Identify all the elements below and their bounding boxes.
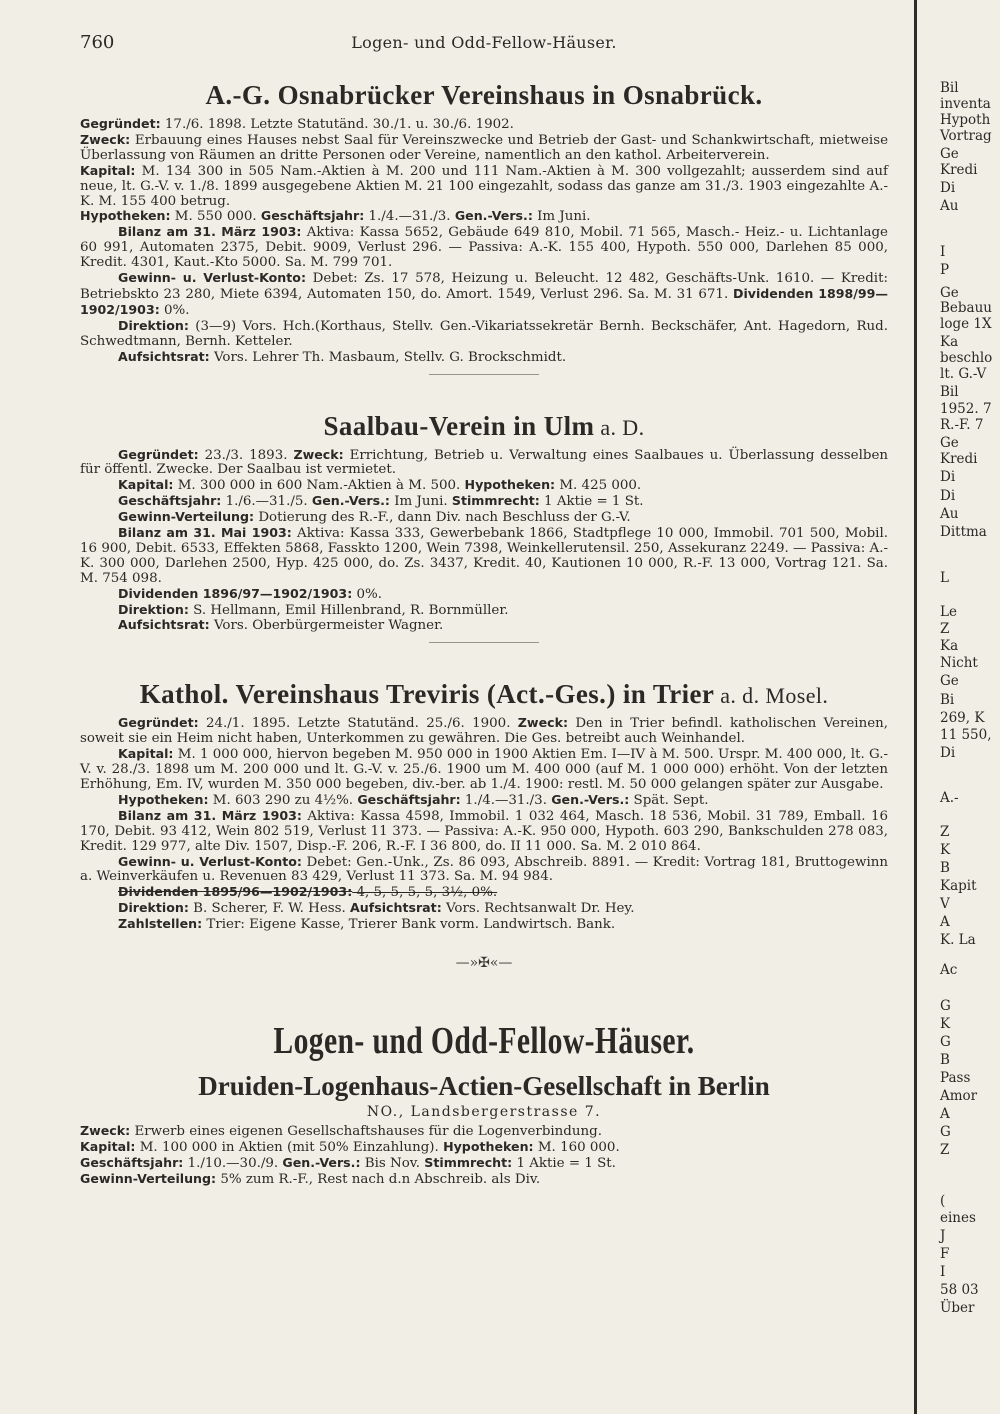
field-value: Debet: Gen.-Unk., Zs. 86 093, Abschreib. 8891. — Kredit: Vortrag 181, Bruttogewinn a. Weinverkäufen u. Revenuen 83 429, Verlust 11 373. Sa. M. 94 984. xyxy=(80,854,888,885)
field-value: Debet: Zs. 17 578, Heizung u. Beleucht. 12 482, Geschäfts-Unk. 1610. — Kredit: Betriebskto 23 280, Miete 6394, Automaten 150, do. Amort. 1549, Verlust 296. Sa. M. 31 671. xyxy=(80,271,888,302)
entry-paragraph xyxy=(80,350,888,366)
adjacent-column-text: Z xyxy=(940,1142,950,1158)
field-value: Vors. Lehrer Th. Masbaum, Stellv. G. Brockschmidt. xyxy=(209,349,567,365)
entry-paragraph xyxy=(80,225,888,271)
field-label: Hypotheken: xyxy=(464,477,556,493)
entry-paragraph xyxy=(80,1140,888,1156)
adjacent-column-text: V xyxy=(940,896,950,912)
field-label: Stimmrecht: xyxy=(424,1154,513,1170)
adjacent-column-text: Ka xyxy=(940,638,959,654)
adjacent-column-text: Vortrag xyxy=(940,128,992,144)
adjacent-column-text: eines xyxy=(940,1210,976,1226)
field-label: Geschäftsjahr: xyxy=(118,493,222,509)
field-value: 5% zum R.-F., Rest nach d.n Abschreib. als Div. xyxy=(216,1171,541,1187)
company-location-suffix: a. D. xyxy=(594,414,645,440)
adjacent-column-text: Ac xyxy=(940,962,958,978)
field-value: M. 134 300 in 505 Nam.-Aktien à M. 200 und 111 Nam.-Aktien à M. 300 vollgezahlt; ausserdem sind auf neue, lt. G.-V. v. 1./8. 1899 ausgegebene Aktien M. 21 100 eingezahlt, sodass das ganze am 31./3. 1903 eingezahlte A.-K. M. 155 400 betrug. xyxy=(80,163,888,209)
field-value: 1./6.—31./5. xyxy=(221,494,308,510)
entry-paragraph xyxy=(80,901,888,917)
adjacent-column-text: Dittma xyxy=(940,524,987,540)
adjacent-column-text: lt. G.-V xyxy=(940,366,987,382)
company-name: A.-G. Osnabrücker Vereinshaus in Osnabrück. xyxy=(205,80,763,110)
field-value: M. 300 000 in 600 Nam.-Aktien à M. 500. xyxy=(173,478,461,494)
field-label: Bilanz am 31. März 1903: xyxy=(118,224,302,240)
field-value: M. 160 000. xyxy=(533,1139,620,1155)
entry-paragraph xyxy=(80,603,888,619)
entry-paragraph xyxy=(80,494,888,510)
field-value: Aktiva: Kassa 5652, Gebäude 649 810, Mobil. 71 565, Masch.- Heiz.- u. Lichtanlage 60 991, Automaten 2375, Debit. 9009, Verlust 296. — Passiva: A.-K. 155 400, Hypoth. 550 000, Darlehen 85 000, Kredit. 4301, Kaut.-Kto 5000. Sa. M. 799 701. xyxy=(80,225,888,271)
field-label: Gewinn- u. Verlust-Konto: xyxy=(118,270,306,286)
adjacent-column-text: Bi xyxy=(940,692,955,708)
field-value: M. 425 000. xyxy=(555,478,642,494)
entry-paragraph xyxy=(80,1124,888,1140)
entry-paragraph xyxy=(80,478,888,494)
field-label: Kapital: xyxy=(80,162,136,178)
adjacent-column-fragments xyxy=(924,0,1000,1414)
field-value: 24./1. 1895. Letzte Statutänd. 25./6. 1900. xyxy=(198,716,511,732)
adjacent-column-text: J xyxy=(940,1228,946,1244)
field-value: M. 100 000 in Aktien (mit 50% Einzahlung). xyxy=(135,1139,439,1155)
ornament-divider: —»✠«— xyxy=(455,955,513,972)
adjacent-column-text: beschlo xyxy=(940,350,993,366)
field-value: Erbauung eines Hauses nebst Saal für Vereinszwecke und Betrieb der Gast- und Schankwirtschaft, mietweise Überlassung von Räumen an dritte Personen oder Vereine, namentlich an den kathol. Arbeiterverein. xyxy=(80,132,888,163)
field-value: 1 Aktie = 1 St. xyxy=(512,1155,616,1171)
adjacent-column-text: Kredi xyxy=(940,451,978,467)
field-label: Gen.-Vers.: xyxy=(551,791,630,807)
field-label: Zweck: xyxy=(80,1123,131,1139)
adjacent-column-text: K xyxy=(940,842,951,858)
running-title: Logen- und Odd-Fellow-Häuser. xyxy=(351,33,617,52)
field-value: 0%. xyxy=(352,586,382,602)
adjacent-column-text: Di xyxy=(940,469,956,485)
adjacent-column-text: I xyxy=(940,1264,946,1280)
field-label: Zweck: xyxy=(80,131,131,147)
adjacent-column-text: Ge xyxy=(940,146,959,162)
entry-separator xyxy=(429,374,539,375)
adjacent-column-text: I xyxy=(940,244,946,260)
adjacent-column-text: 269, K xyxy=(940,710,985,726)
field-value: Aktiva: Kassa 4598, Immobil. 1 032 464, Masch. 18 536, Mobil. 31 789, Emball. 16 170, Debit. 93 412, Wein 802 519, Verlust 11 373. — Passiva: A.-K. 950 000, Hypoth. 603 290, Bankschulden 278 083, Kredit. 129 977, alte Div. 1507, Disp.-F. 206, R.-F. I 36 800, do. II 11 000. Sa. M. 2 010 864. xyxy=(80,808,888,854)
field-label: Gen.-Vers.: xyxy=(454,208,533,224)
entry-paragraph xyxy=(80,526,888,587)
field-label: Geschäftsjahr: xyxy=(80,1154,184,1170)
adjacent-column-text: G xyxy=(940,1034,951,1050)
field-value: Aktiva: Kassa 333, Gewerbebank 1866, Stadtpflege 10 000, Immobil. 701 500, Mobil. 16 900, Debit. 6533, Effekten 5868, Fasskto 1200, Wein 7398, Weinkellerutensil. 250, Assekuranz 2249. — Passiva: A.-K. 300 000, Darlehen 2500, Hyp. 425 000, do. Zs. 3437, Kredit. 40, Kautionen 10 000, R.-F. 13 000, Vortrag 121. Sa. M. 754 098. xyxy=(80,526,888,586)
adjacent-column-text: K xyxy=(940,1016,951,1032)
field-value: 1./4.—31./3. xyxy=(364,209,451,225)
adjacent-column-text: A xyxy=(940,914,950,930)
field-value: B. Scherer, F. W. Hess. xyxy=(188,901,346,917)
company-entries xyxy=(80,80,888,933)
field-label: Gewinn-Verteilung: xyxy=(118,509,255,525)
field-label: Aufsichtsrat: xyxy=(118,617,210,633)
adjacent-column-text: P xyxy=(940,262,950,278)
field-label: Hypotheken: xyxy=(443,1138,534,1154)
adjacent-column-text: A.- xyxy=(940,790,959,806)
company-name: Kathol. Vereinshaus Treviris (Act.-Ges.) in Trier xyxy=(139,679,715,710)
field-label: Kapital: xyxy=(118,477,174,493)
adjacent-column-text: Kredi xyxy=(940,162,978,178)
entry-paragraph xyxy=(80,855,888,886)
field-label: Bilanz am 31. Mai 1903: xyxy=(118,525,292,541)
adjacent-column-text: Amor xyxy=(940,1088,978,1104)
company-address: NO., Landsbergerstrasse 7. xyxy=(366,1104,602,1121)
adjacent-column-text: Bil xyxy=(940,80,959,96)
field-label: Gen.-Vers.: xyxy=(282,1154,361,1170)
entry-paragraph xyxy=(80,587,888,603)
entry-paragraph xyxy=(80,747,888,793)
field-value: M. 1 000 000, hiervon begeben M. 950 000 in 1900 Aktien Em. I—IV à M. 500. Urspr. M. 400 000, lt. G.-V. v. 28./3. 1898 um M. 200 000 und lt. G.-V. v. 25./6. 1900 um M. 400 000 (auf M. 1 000 000) erhöht. Von der letzten Erhöhung, Em. IV, wurden M. 350 000 begeben, div.-ber. ab 1./4. 1900: restl. M. 50 000 gelangen später zur Ausgabe. xyxy=(80,747,888,792)
company-title xyxy=(80,411,888,442)
field-label: Zweck: xyxy=(293,446,344,462)
adjacent-column-text: Pass xyxy=(940,1070,971,1086)
adjacent-column-text: Bil xyxy=(940,384,959,400)
adjacent-column-text: B xyxy=(940,1052,950,1068)
entry-paragraph xyxy=(80,448,888,479)
field-label: Gegründet: xyxy=(118,715,199,731)
adjacent-column-text: A xyxy=(940,1106,950,1122)
section-title: Logen- und Odd-Fellow-Häuser. xyxy=(273,1020,695,1063)
field-label: Geschäftsjahr: xyxy=(260,208,365,224)
adjacent-column-text: 1952. 7 xyxy=(940,401,992,417)
entry-paragraph xyxy=(80,793,888,809)
field-value: 1./4.—31./3. xyxy=(460,792,547,808)
field-label: Stimmrecht: xyxy=(451,493,540,509)
adjacent-column-text: Au xyxy=(940,506,959,522)
field-label: Zweck: xyxy=(517,715,568,731)
field-label: Hypotheken: xyxy=(80,208,171,224)
field-value: 1./10.—30./9. xyxy=(183,1155,279,1171)
entry-paragraph xyxy=(80,271,888,319)
entry-paragraph xyxy=(80,716,888,747)
field-label: Kapital: xyxy=(118,746,174,762)
entry-paragraph xyxy=(80,618,888,634)
field-label: Zahlstellen: xyxy=(118,916,203,932)
adjacent-column-text: Di xyxy=(940,488,956,504)
field-label: Direktion: xyxy=(118,317,189,333)
field-value: Errichtung, Betrieb u. Verwaltung eines Saalbaues u. Überlassung desselben für öffentl. Zwecke. Der Saalbau ist vermietet. xyxy=(80,447,888,478)
field-value: Dotierung des R.-F., dann Div. nach Beschluss der G.-V. xyxy=(254,510,631,526)
field-value: Spät. Sept. xyxy=(629,792,709,808)
adjacent-column-text: Z xyxy=(940,824,950,840)
adjacent-column-text: Ka xyxy=(940,334,959,350)
adjacent-column-text: 11 550, xyxy=(940,727,992,743)
running-header xyxy=(80,28,888,56)
column-rule xyxy=(914,0,917,1414)
field-value: M. 550 000. xyxy=(170,209,257,225)
field-value: M. 603 290 zu 4½%. xyxy=(208,792,354,808)
company-name: Saalbau-Verein in Ulm xyxy=(323,410,595,441)
field-label: Dividenden 1895/96—1902/1903: xyxy=(118,884,353,900)
adjacent-column-text: Ge xyxy=(940,673,959,689)
entry-paragraph xyxy=(80,1172,888,1188)
entry-paragraph xyxy=(80,917,888,933)
adjacent-column-text: 58 03 xyxy=(940,1282,979,1298)
company-title xyxy=(80,679,888,710)
field-value: S. Hellmann, Emil Hillenbrand, R. Bornmüller. xyxy=(188,602,509,618)
page-number: 760 xyxy=(80,32,115,53)
adjacent-column-text: Ge xyxy=(940,435,959,451)
entry-paragraph xyxy=(80,510,888,526)
entry-paragraph xyxy=(80,319,888,350)
field-value: Bis Nov. xyxy=(360,1155,421,1171)
field-value: Den in Trier befindl. katholischen Vereinen, soweit sie ein Heim nicht haben, Unterkommen zu gewähren. Die Ges. betreibt auch Weinhandel. xyxy=(80,716,888,747)
field-label: Aufsichtsrat: xyxy=(118,348,210,364)
entry-separator xyxy=(429,642,539,643)
adjacent-column-text: F xyxy=(940,1246,950,1262)
field-value: Vors. Oberbürgermeister Wagner. xyxy=(209,618,444,634)
entry-paragraph xyxy=(80,209,888,225)
adjacent-column-text: Au xyxy=(940,198,959,214)
entry-paragraph xyxy=(80,1156,888,1172)
adjacent-column-text: K. La xyxy=(940,932,976,948)
adjacent-column-text: Le xyxy=(940,604,957,620)
field-label: Gewinn-Verteilung: xyxy=(80,1170,217,1186)
entry-paragraph xyxy=(80,133,888,164)
field-label: Gegründet: xyxy=(118,446,199,462)
adjacent-column-text: inventa xyxy=(940,96,991,112)
field-value: 23./3. 1893. xyxy=(198,447,288,463)
field-label: Hypotheken: xyxy=(118,791,209,807)
adjacent-column-text: B xyxy=(940,860,950,876)
adjacent-column-text: Kapit xyxy=(940,878,977,894)
entry-paragraph xyxy=(80,885,888,901)
field-label: Direktion: xyxy=(118,900,189,916)
field-label: Geschäftsjahr: xyxy=(357,791,461,807)
adjacent-column-text: Bebauu xyxy=(940,300,992,316)
entry-paragraph xyxy=(80,164,888,210)
adjacent-column-text: Di xyxy=(940,745,956,761)
field-label: Aufsichtsrat: xyxy=(350,900,442,916)
field-label: Gen.-Vers.: xyxy=(311,493,390,509)
entry-paragraph xyxy=(80,117,888,133)
field-value: Im Juni. xyxy=(389,494,448,510)
field-value: Im Juni. xyxy=(532,209,591,225)
entry-paragraph xyxy=(80,809,888,855)
field-value: 17./6. 1898. Letzte Statutänd. 30./1. u. 30./6. 1902. xyxy=(160,117,514,132)
field-label: Dividenden 1896/97—1902/1903: xyxy=(118,585,353,601)
field-value: 0%. xyxy=(159,302,190,318)
adjacent-column-text: Di xyxy=(940,180,956,196)
adjacent-column-text: Z xyxy=(940,621,950,637)
section-logen xyxy=(80,1019,888,1188)
adjacent-column-text: L xyxy=(940,570,949,586)
field-value: Trier: Eigene Kasse, Trierer Bank vorm. Landwirtsch. Bank. xyxy=(202,917,616,933)
field-label: Gegründet: xyxy=(80,116,161,131)
section-paragraphs xyxy=(80,1124,888,1188)
field-value: (3—9) Vors. Hch.(Korthaus, Stellv. Gen.-Vikariatssekretär Bernh. Beckschäfer, Ant. Hagedorn, Rud. Schwedtmann, Bernh. Ketteler. xyxy=(80,318,888,349)
company-title xyxy=(80,80,888,111)
adjacent-column-text: Hypoth xyxy=(940,112,991,128)
field-value: 4, 5, 5, 5, 5, 3½, 0%. xyxy=(352,885,498,901)
company-title: Druiden-Logenhaus-Actien-Gesellschaft in Berlin xyxy=(198,1071,770,1102)
field-label: Dividenden 1898/99—1902/1903: xyxy=(80,285,888,317)
company-location-suffix: a. d. Mosel. xyxy=(714,683,829,709)
adjacent-column-text: G xyxy=(940,998,951,1014)
main-column xyxy=(80,28,888,1188)
field-value: 1 Aktie = 1 St. xyxy=(539,494,644,510)
adjacent-column-text: Über xyxy=(940,1300,975,1316)
adjacent-column-text: loge 1X xyxy=(940,316,992,332)
field-value: Vors. Rechtsanwalt Dr. Hey. xyxy=(441,901,635,917)
adjacent-column-text: Ge xyxy=(940,285,959,301)
field-label: Kapital: xyxy=(80,1138,136,1154)
adjacent-column-text: G xyxy=(940,1124,951,1140)
adjacent-column-text: Nicht xyxy=(940,655,978,671)
field-label: Gewinn- u. Verlust-Konto: xyxy=(118,853,302,869)
field-value: Erwerb eines eigenen Gesellschaftshauses für die Logenverbindung. xyxy=(130,1124,602,1140)
adjacent-column-text: ( xyxy=(940,1193,946,1209)
field-label: Bilanz am 31. März 1903: xyxy=(118,807,302,823)
adjacent-column-text: R.-F. 7 xyxy=(940,417,984,433)
field-label: Direktion: xyxy=(118,601,189,617)
